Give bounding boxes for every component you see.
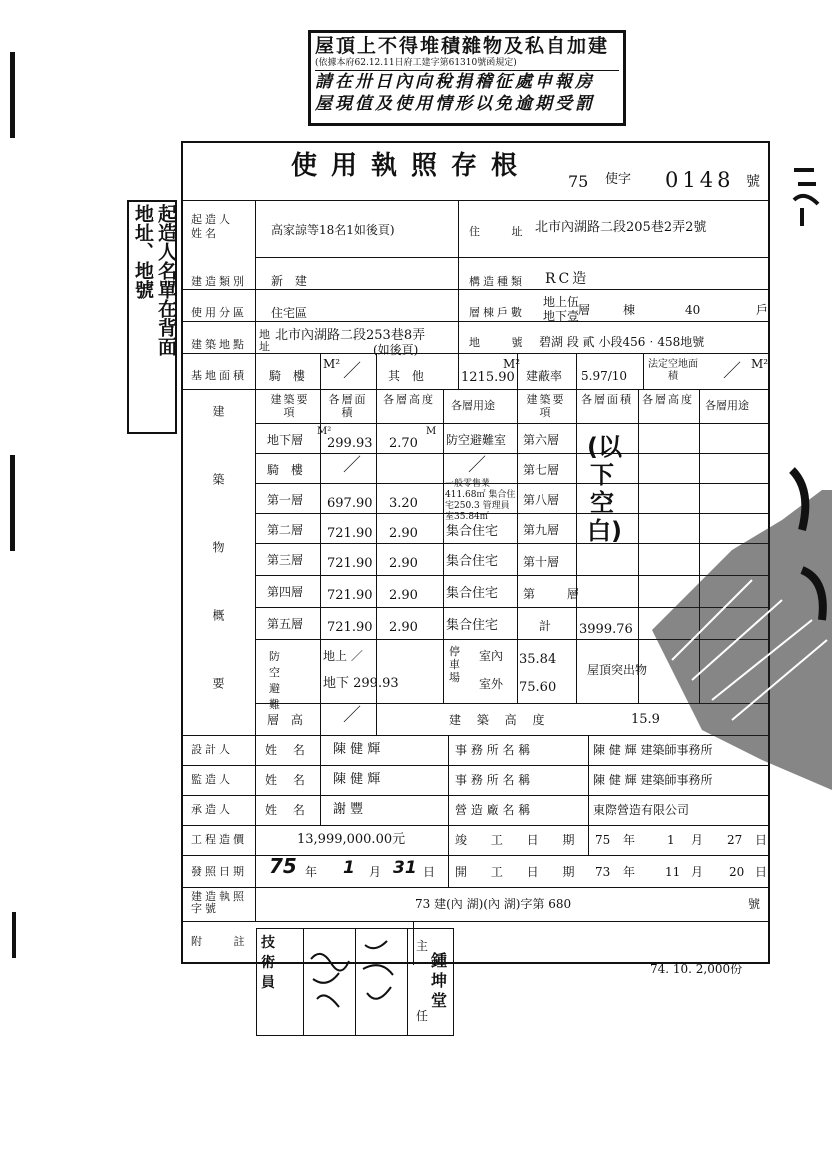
signature-block: [256, 928, 454, 1036]
floor-row: [183, 515, 517, 543]
permit-suffix: 號: [746, 174, 760, 190]
designer-name-label: 姓 名: [265, 743, 311, 757]
start-label: 開 工 日 期: [455, 865, 585, 879]
side-note-col2: 地址、地號: [132, 204, 154, 299]
site-value-2: (如後頁): [373, 343, 419, 357]
signature-scribbles: [257, 929, 453, 1035]
completion-month: 1: [667, 833, 675, 847]
contractor-name: 謝 豐: [333, 802, 364, 817]
floor-area: 721.90: [327, 526, 373, 541]
supervisor-office-label: 事 務 所 名 稱: [455, 773, 531, 787]
floor-area: ／: [343, 455, 361, 476]
build-type-label: 建造類別: [191, 275, 247, 288]
floor-name: 地下層: [267, 433, 304, 447]
other-label: 其 他: [388, 369, 428, 383]
floor-use: 集合住宅: [446, 554, 499, 569]
cost-value: 13,999,000.00元: [297, 832, 406, 847]
notice-stamp: [308, 30, 626, 126]
remark-label: 附 註: [191, 935, 259, 948]
col-area-right: 各層面積: [581, 393, 633, 406]
start-ylab: 年: [623, 865, 636, 879]
supervisor-name: 陳 健 輝: [333, 772, 381, 787]
lot-label: 地 號: [469, 336, 537, 349]
floor-right-name: 第七層: [523, 463, 560, 477]
open-value: ／: [723, 361, 741, 382]
floor-row: [183, 577, 517, 607]
site-value: 北市內湖路二段253巷8弄: [275, 328, 426, 343]
floors-units: 40: [685, 303, 701, 317]
col-area-left: 各層面積: [328, 393, 368, 419]
floor-right-name: 計: [539, 619, 552, 633]
floor-name: 第五層: [267, 617, 304, 631]
form-title: 使用執照存根: [291, 151, 532, 181]
floor-height: 2.90: [389, 588, 418, 603]
floors-above: 地上伍: [543, 295, 580, 309]
floor-area: 697.90: [327, 496, 373, 511]
stamp-line-4: 屋現值及使用情形以免逾期受罰: [315, 94, 595, 114]
stamp-line-3: 請在卅日內向稅捐稽征處申報房: [315, 72, 595, 92]
permit-number: 0148: [665, 168, 735, 192]
side-note: [127, 200, 177, 434]
start-month: 11: [665, 865, 681, 879]
issue-label: 發照日期: [191, 865, 247, 878]
floor-area: 299.93: [327, 436, 373, 451]
issue-mlab: 月: [369, 865, 382, 879]
arcade-value: ／: [343, 361, 361, 382]
floor-name: 騎 樓: [267, 463, 307, 477]
designer-office-label: 事 務 所 名 稱: [455, 743, 531, 757]
stamp-line-2: (依據本府62.12.11日府工建字第61310號函規定): [315, 57, 619, 71]
unit-m: M: [426, 426, 437, 437]
col-height-right: 各層高度: [642, 393, 694, 406]
floor-right-name: 第十層: [523, 555, 560, 569]
parking-out-value: 75.60: [519, 680, 557, 695]
owner-addr-value: 北市內湖路二段205巷2弄2號: [535, 220, 707, 235]
sig-1: 主: [416, 939, 429, 953]
edge-fragment: [788, 160, 828, 230]
coverage-value: 5.97/10: [581, 369, 628, 383]
completion-day: 27: [727, 833, 743, 847]
zoning-value: 住宅區: [271, 306, 308, 320]
completion-dlab: 日: [755, 833, 768, 847]
margin-mark-3: [12, 912, 16, 958]
sig-name: 鍾坤堂: [431, 951, 448, 1010]
stamp-line-1: 屋頂上不得堆積雜物及私自加建: [315, 35, 610, 57]
floor-name: 第三層: [267, 553, 304, 567]
floor-row: [183, 545, 517, 575]
layer-height-label: 層 高: [267, 713, 307, 727]
open-label: 法定空地面積: [648, 359, 698, 382]
floor-height: 2.70: [389, 436, 418, 451]
site-label: 建築地點: [191, 338, 247, 351]
floor-name: 第一層: [267, 493, 304, 507]
struct-label: 構造種類: [469, 275, 525, 288]
area-unit-3: M²: [751, 357, 769, 371]
contractor-name-label: 姓 名: [265, 803, 311, 817]
layer-height-value: ／: [343, 705, 361, 726]
col-use-left: 各層用途: [451, 399, 495, 412]
site-prefix: 地址: [259, 328, 270, 353]
permit-value: 73 建(內 湖)(內 湖)字第 680: [415, 897, 572, 911]
supervisor-name-label: 姓 名: [265, 773, 311, 787]
contractor-firm: 東際營造有限公司: [593, 803, 690, 817]
floors-buildings: 棟: [623, 303, 636, 317]
other-value: 1215.90: [461, 370, 515, 385]
side-note-col1: 起造人名單 在背面: [155, 204, 177, 356]
floor-name: 第二層: [267, 523, 304, 537]
roof-label: 屋頂突出物: [587, 663, 648, 677]
completion-ylab: 年: [623, 833, 636, 847]
floor-right-name: 第六層: [523, 433, 560, 447]
floor-use: 一般零售業411.68㎡ 集合住宅250.3 管理員室35.84㎡: [445, 479, 516, 522]
completion-year: 75: [595, 833, 611, 847]
supervisor-label: 監造人: [191, 773, 233, 786]
issue-year: 75: [269, 854, 297, 878]
summary-label: 建築物概要: [211, 405, 225, 745]
start-day: 20: [729, 865, 745, 879]
floor-height: 3.20: [389, 496, 418, 511]
floors-layer: 層: [578, 303, 591, 317]
floors-hu: 戶: [756, 303, 769, 317]
issue-day: 31: [393, 858, 417, 878]
area-unit-2: M²: [503, 357, 521, 371]
completion-mlab: 月: [691, 833, 704, 847]
cost-label: 工程造價: [191, 833, 247, 846]
start-year: 73: [595, 865, 611, 879]
shelter-below: 地下 299.93: [323, 676, 399, 691]
struct-value: RC造: [545, 271, 590, 287]
floors-below: 地下壹: [543, 309, 580, 323]
completion-label: 竣 工 日 期: [455, 833, 585, 847]
designer-name: 陳 健 輝: [333, 742, 381, 757]
floor-name: 第四層: [267, 585, 304, 599]
floor-height: 2.90: [389, 620, 418, 635]
blank-note: (以下空白): [587, 433, 622, 545]
floor-area: 721.90: [327, 620, 373, 635]
col-height-left: 各層高度: [383, 393, 435, 406]
parking-in-value: 35.84: [519, 652, 557, 667]
designer-label: 設計人: [191, 743, 233, 756]
floor-height: 2.90: [389, 556, 418, 571]
arcade-label: 騎 樓: [269, 369, 309, 383]
sig-tech: 技術員: [261, 935, 275, 991]
contractor-label: 承造人: [191, 803, 233, 816]
unit-m2: M²: [317, 426, 332, 437]
floors-label: 層棟戶數: [469, 306, 525, 319]
bh-label: 建 築 高 度: [449, 713, 551, 727]
permit-prefix: 使字: [605, 172, 632, 187]
floor-use: 集合住宅: [446, 586, 499, 601]
issue-month: 1: [343, 858, 355, 878]
parking-out-label: 室外: [479, 677, 504, 691]
floor-use: 集合住宅: [446, 524, 499, 539]
owner-label: 起造人 姓名: [191, 213, 233, 240]
build-type-value: 新 建: [271, 274, 311, 288]
floor-right-name: 第 層: [523, 587, 593, 601]
contractor-firm-label: 營 造 廠 名 稱: [455, 803, 531, 817]
torn-corner-artifact: [612, 430, 832, 830]
floor-height: 2.90: [389, 526, 418, 541]
parking-in-label: 室內: [479, 649, 504, 663]
permit-label: 建造執照字號: [191, 890, 247, 915]
col-item-right: 建築要項: [526, 393, 566, 419]
permit-suffix-2: 號: [748, 897, 761, 911]
footer-print-run: 74. 10. 2,000份: [650, 962, 743, 976]
lot-value: 碧湖 段 貳 小段456‧458地號: [539, 335, 705, 349]
designer-office: 陳 健 輝 建築師事務所: [593, 743, 713, 757]
zoning-label: 使用分區: [191, 306, 247, 319]
margin-mark-1: [10, 52, 15, 138]
start-dlab: 日: [755, 865, 768, 879]
bh-value: 15.9: [631, 712, 660, 727]
floor-area: 721.90: [327, 556, 373, 571]
floor-row: [183, 479, 517, 522]
owner-value: 高家諒等18名1如後頁): [271, 223, 395, 237]
floor-use: 集合住宅: [446, 618, 499, 633]
supervisor-office: 陳 健 輝 建築師事務所: [593, 773, 713, 787]
floor-right-name: 第九層: [523, 523, 560, 537]
margin-mark-2: [10, 455, 15, 551]
floor-row: [183, 425, 517, 453]
floor-row: [183, 609, 517, 639]
shelter-label: 防空避難: [269, 650, 298, 711]
issue-ylab: 年: [305, 865, 318, 879]
floor-use: 防空避難室: [446, 433, 507, 447]
area-unit-1: M²: [323, 357, 341, 371]
owner-addr-label: 住 址: [469, 225, 537, 238]
floor-use: ／: [468, 455, 486, 476]
issue-dlab: 日: [423, 865, 436, 879]
sig-2: 任: [416, 1009, 429, 1023]
shelter-above: 地上 ／: [323, 649, 363, 663]
parking-label: 停車場: [449, 645, 460, 684]
coverage-label: 建蔽率: [526, 369, 563, 383]
col-use-right: 各層用途: [705, 399, 749, 412]
col-item-left: 建築要項: [270, 393, 310, 419]
permit-year: 75: [568, 172, 589, 191]
floor-right-name: 第八層: [523, 493, 560, 507]
total-area: 3999.76: [579, 622, 633, 637]
floor-area: 721.90: [327, 588, 373, 603]
area-label: 基地面積: [191, 369, 247, 382]
start-mlab: 月: [691, 865, 704, 879]
